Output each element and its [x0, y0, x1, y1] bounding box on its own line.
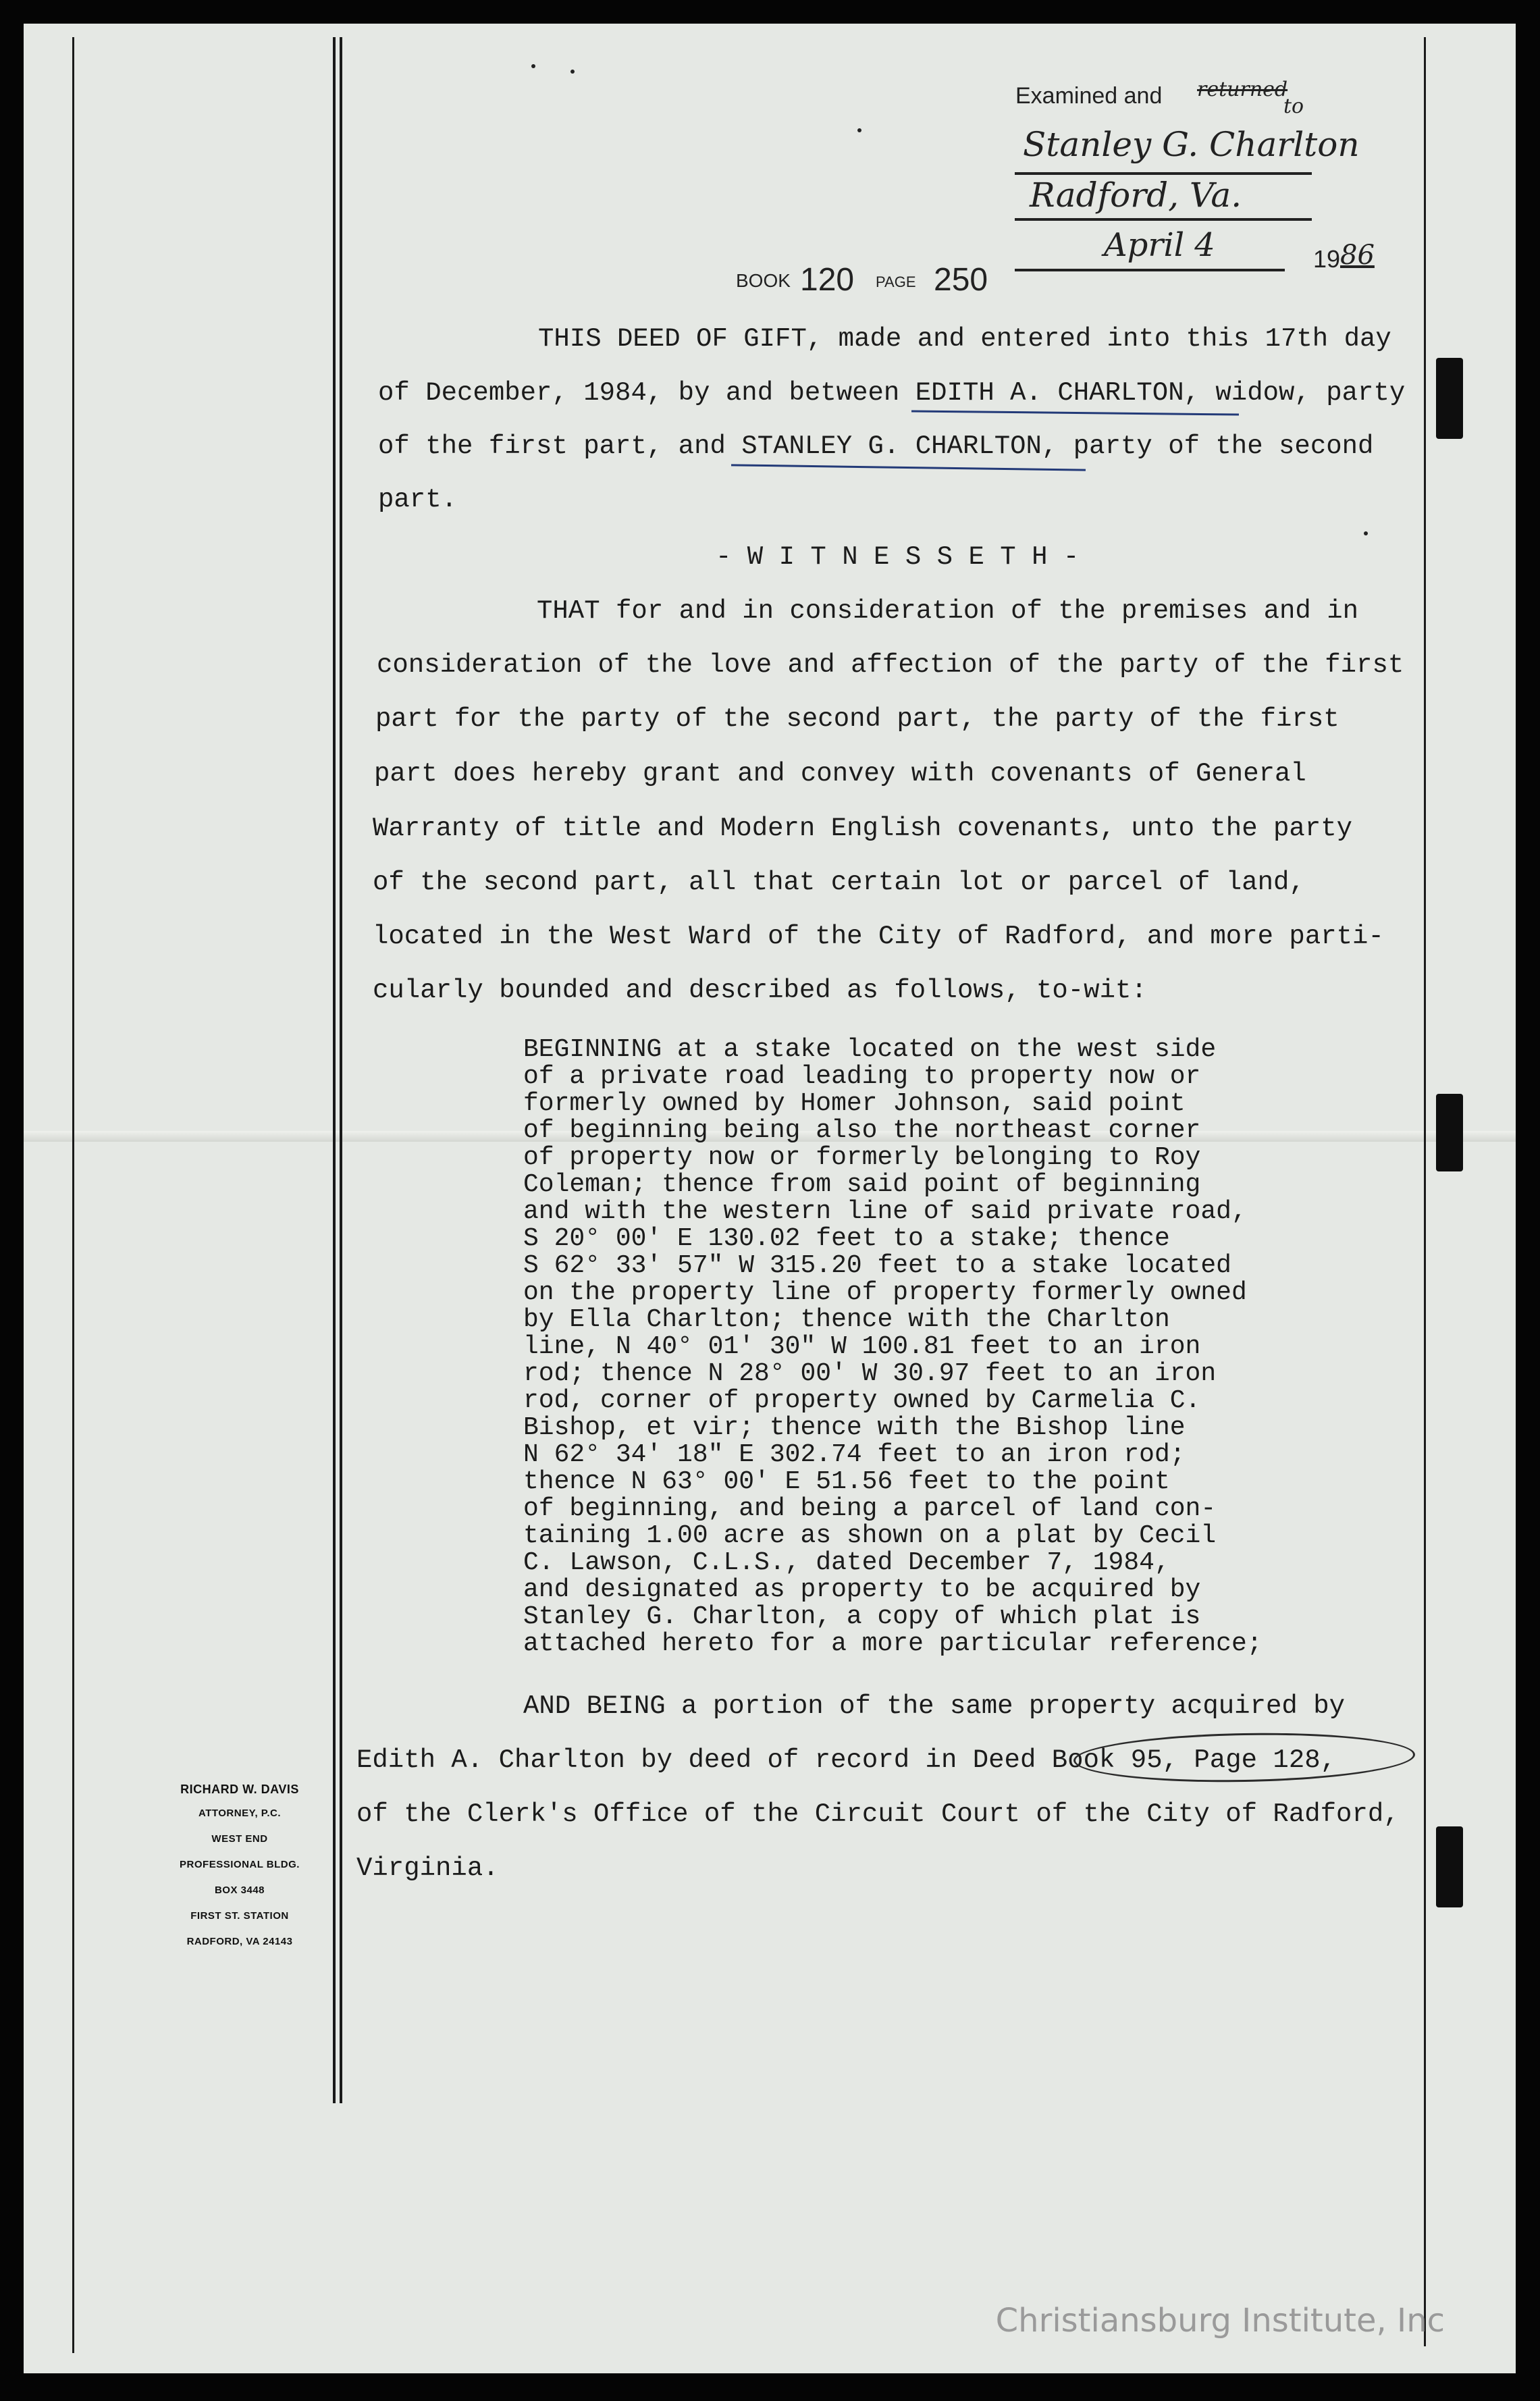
attorney-line: PROFESSIONAL BLDG.	[180, 1859, 300, 1870]
returned-label: returned	[1197, 78, 1288, 101]
deed-text-line: THAT for and in consideration of the premises and in	[537, 596, 1358, 626]
deed-text-line: THIS DEED OF GIFT, made and entered into this 17th day	[538, 324, 1391, 354]
description-line: rod, corner of property owned by Carmelia C.	[523, 1386, 1201, 1415]
right-margin-line	[1424, 37, 1426, 2346]
description-line: Coleman; thence from said point of beginning	[523, 1170, 1201, 1199]
description-line: and designated as property to be acquired by	[523, 1575, 1201, 1604]
description-line: attached hereto for a more particular reference;	[523, 1629, 1263, 1658]
attorney-line: ATTORNEY, P.C.	[198, 1808, 282, 1819]
description-line: S 62° 33' 57" W 315.20 feet to a stake located	[523, 1251, 1231, 1280]
description-line: line, N 40° 01' 30" W 100.81 feet to an iron	[523, 1332, 1201, 1361]
description-line: of beginning, and being a parcel of land con-	[523, 1494, 1217, 1523]
witnesseth-heading: - W I T N E S S E T H -	[716, 542, 1080, 572]
description-line: taining 1.00 acre as shown on a plat by Cecil	[523, 1521, 1217, 1550]
binding-tab	[1436, 1094, 1463, 1171]
attorney-line: BOX 3448	[214, 1884, 265, 1896]
description-line: S 20° 00' E 130.02 feet to a stake; thence	[523, 1224, 1170, 1253]
deed-text-line: part.	[378, 485, 458, 514]
description-line: BEGINNING at a stake located on the west side	[523, 1035, 1217, 1064]
left-margin-line	[72, 37, 74, 2353]
description-line: of a private road leading to property now or	[523, 1062, 1201, 1091]
description-line: Stanley G. Charlton, a copy of which plat is	[523, 1602, 1201, 1631]
to-label: to	[1283, 95, 1304, 118]
watermark: Christiansburg Institute, Inc	[995, 2302, 1445, 2340]
name-underline	[1015, 172, 1312, 175]
description-line: Bishop, et vir; thence with the Bishop line	[523, 1413, 1186, 1442]
description-line: by Ella Charlton; thence with the Charlton	[523, 1305, 1170, 1334]
description-line: on the property line of property formerly owned	[523, 1278, 1247, 1307]
binding-tab	[1436, 358, 1463, 439]
speck	[531, 64, 535, 68]
returned-date: April 4	[1104, 226, 1215, 264]
attorney-line: FIRST ST. STATION	[190, 1910, 289, 1922]
returned-to-place: Radford, Va.	[1030, 176, 1242, 215]
attorney-name: RICHARD W. DAVIS	[180, 1783, 299, 1796]
description-line: rod; thence N 28° 00' W 30.97 feet to an iron	[523, 1359, 1217, 1388]
description-line: thence N 63° 00' E 51.56 feet to the point	[523, 1467, 1170, 1496]
description-line: C. Lawson, C.L.S., dated December 7, 1984,	[523, 1548, 1170, 1577]
description-line: of property now or formerly belonging to Roy	[523, 1143, 1201, 1172]
attorney-line: WEST END	[211, 1833, 268, 1845]
book-number: 120	[800, 262, 855, 298]
place-underline	[1015, 218, 1312, 221]
speck	[570, 70, 575, 74]
deed-text-line: consideration of the love and affection of the party of the first	[377, 650, 1404, 680]
property-description	[523, 1036, 1263, 1658]
description-line: and with the western line of said private road,	[523, 1197, 1247, 1226]
deed-text-line: part does hereby grant and convey with covenants of General	[374, 759, 1306, 789]
deed-text-line: of the second part, all that certain lot or parcel of land,	[373, 868, 1305, 897]
deed-page	[24, 24, 1516, 2373]
deed-text-line: of the first part, and STANLEY G. CHARLTON, party of the second	[378, 431, 1374, 461]
year-prefix: 19	[1313, 245, 1341, 273]
description-line: N 62° 34' 18" E 302.74 feet to an iron rod;	[523, 1440, 1186, 1469]
deed-text-line: of the Clerk's Office of the Circuit Court of the City of Radford,	[356, 1799, 1400, 1829]
date-underline	[1015, 269, 1285, 271]
binding-tab	[1436, 1826, 1463, 1907]
page-label: PAGE	[876, 273, 916, 290]
description-line: formerly owned by Homer Johnson, said point	[523, 1089, 1186, 1118]
attorney-line: RADFORD, VA 24143	[186, 1936, 293, 1947]
book-label: BOOK	[736, 270, 791, 291]
party-underline	[731, 464, 1086, 471]
deed-text-line: cularly bounded and described as follows, to-wit:	[373, 976, 1147, 1005]
examined-label: Examined and	[1015, 83, 1163, 109]
deed-text-line: of December, 1984, by and between EDITH A. CHARLTON, widow, party	[378, 378, 1406, 408]
page-number: 250	[934, 262, 988, 298]
deed-text-line: part for the party of the second part, the party of the first	[375, 704, 1339, 734]
deed-text-line: Edith A. Charlton by deed of record in Deed Book 95, Page 128,	[356, 1745, 1337, 1775]
year-suffix: 86	[1340, 240, 1375, 271]
deed-text-line: Virginia.	[356, 1853, 499, 1883]
speck	[1364, 531, 1368, 535]
returned-to-name: Stanley G. Charlton	[1023, 125, 1360, 164]
deed-text-line: AND BEING a portion of the same property acquired by	[523, 1691, 1345, 1721]
book-page-circle	[1073, 1731, 1415, 1785]
description-line: of beginning being also the northeast corner	[523, 1116, 1201, 1145]
deed-text-line: located in the West Ward of the City of Radford, and more parti-	[373, 922, 1384, 951]
party-underline	[911, 410, 1239, 415]
deed-text-line: Warranty of title and Modern English covenants, unto the party	[373, 814, 1353, 843]
speck	[857, 128, 861, 132]
